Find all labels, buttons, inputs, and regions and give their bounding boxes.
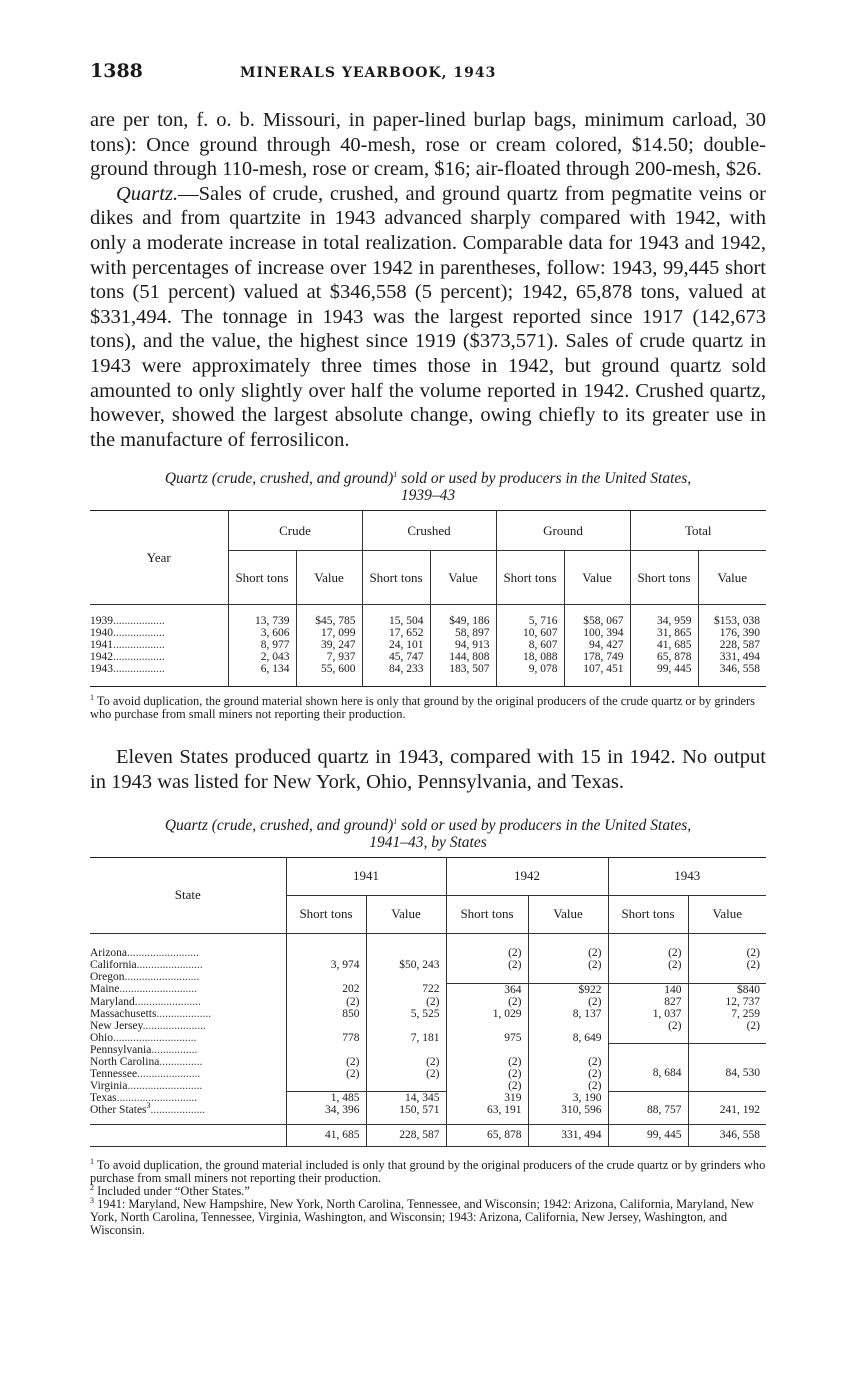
cell: 31, 865: [630, 627, 698, 639]
cell: 17, 652: [362, 627, 430, 639]
table1-header-total: Total: [630, 511, 766, 551]
cell: 84, 530: [688, 1056, 766, 1092]
state-name: North Carolina: [90, 1055, 160, 1068]
cell: 24, 101: [362, 639, 430, 651]
row-year: 1940: [90, 626, 113, 639]
footnote-mark: 3: [146, 1101, 151, 1111]
cell: 94, 913: [430, 639, 496, 651]
cell: $840: [688, 983, 766, 996]
table2-caption-sup: 1: [393, 816, 398, 826]
cell: 94, 427: [564, 639, 630, 651]
cell: 178, 749: [564, 651, 630, 663]
paragraph-states: Eleven States produced quartz in 1943, compared with 15 in 1942. No output in 1943 was listed for New York, Ohio, Pennsylvania, and Texas.: [90, 746, 766, 793]
footnote-3: [90, 1195, 766, 1237]
table2-sub-value: Value: [366, 895, 446, 933]
table-row: 1941.................. 8, 977 39, 247 24, 101 94, 913 8, 607 94, 427 41, 685 228, 587: [90, 639, 766, 651]
cell: (2): [688, 959, 766, 971]
table2-caption: [90, 817, 766, 851]
document-page: [90, 60, 766, 1237]
table1-footnote-text: To avoid duplication, the ground material shown here is only that ground by the original producers of the crude quartz or by grinders who purchase from small miners not reporting their production.: [90, 694, 755, 722]
cell: 39, 247: [296, 639, 362, 651]
table2-sub-value: Value: [688, 895, 766, 933]
cell: 850: [286, 1008, 366, 1020]
table1-footnote: [90, 695, 766, 721]
cell: 9, 078: [496, 663, 564, 675]
table2-sub-tons: Short tons: [608, 895, 688, 933]
footnote-mark: 1: [90, 1156, 94, 1166]
table-row: New Jersey...................... 778 7, 181 975 8, 649 (2) (2): [90, 1020, 766, 1032]
state-name: Massachusetts: [90, 1007, 157, 1020]
cell: (2): [446, 959, 528, 971]
row-year: 1941: [90, 638, 113, 651]
cell: 228, 587: [698, 639, 766, 651]
cell: 7, 181: [366, 1020, 446, 1056]
cell: 5, 525: [366, 1008, 446, 1020]
footnote-mark: 3: [90, 1195, 94, 1205]
cell: (2): [528, 1080, 608, 1092]
table-row: Oregon..........................: [90, 971, 766, 983]
cell: 144, 808: [430, 651, 496, 663]
paragraph-quartz-body: —Sales of crude, crushed, and ground quartz from pegmatite veins or dikes and from quartzite in 1943 advanced sharply compared with 1942, with only a moderate increase in total realization. Comparable data for 1943 and 1942, with percentages of increase over 1942 in parentheses, follow: 1943, 99,445 short tons (51 percent) valued at $346,558 (5 percent); 1942, 65,878 tons, valued at $331,494. The tonnage in 1943 was the largest reported since 1917 (142,673 tons), and the value, the highest since 1919 ($373,571). Sales of crude quartz in 1943 were approximately three times those in 1942, but ground quartz sold amounted to only slightly over half the volume reported in 1942. Crushed quartz, however, showed the largest absolute change, owing chiefly to its greater use in the manufacture of ferrosilicon.: [90, 182, 766, 451]
table-row: Maryland....................... (2) (2) (2) (2) 827 12, 737: [90, 996, 766, 1008]
cell: (2): [608, 947, 688, 959]
cell: (2): [366, 1068, 446, 1080]
cell: (2): [688, 947, 766, 959]
cell: 58, 897: [430, 627, 496, 639]
cell: (2): [608, 1020, 688, 1032]
table-row: Pennsylvania................: [90, 1044, 766, 1056]
table-total-row: [90, 1124, 766, 1146]
cell: (2): [286, 1056, 366, 1068]
cell: (2): [528, 947, 608, 959]
table-row: Ohio.............................: [90, 1032, 766, 1044]
table-row: Massachusetts................... 850 5, 525 1, 029 8, 137 1, 037 7, 259: [90, 1008, 766, 1020]
cell: (2): [528, 959, 608, 971]
state-name: Ohio: [90, 1031, 113, 1044]
total-cell: 346, 558: [688, 1124, 766, 1146]
table1-header-crushed: Crushed: [362, 511, 496, 551]
cell: $922: [528, 983, 608, 996]
table2-sub-tons: Short tons: [446, 895, 528, 933]
table-row: 1939.................. 13, 739 $45, 785 15, 504 $49, 186 5, 716 $58, 067 34, 959 $153, 038: [90, 615, 766, 627]
table2-caption-b: sold or used by producers in the United States,: [397, 816, 692, 834]
cell: 1, 037: [608, 1008, 688, 1020]
state-name: Other States: [90, 1104, 147, 1116]
cell: 88, 757: [608, 1104, 688, 1116]
state-name: Maine: [90, 983, 120, 996]
row-year: 1943: [90, 662, 113, 675]
cell: (2): [446, 1056, 528, 1068]
cell: 183, 507: [430, 663, 496, 675]
table-row: Maine........................... 202 722 364 $922 140 $840: [90, 983, 766, 996]
paragraph-pricing: are per ton, f. o. b. Missouri, in paper-lined burlap bags, minimum carload, 30 tons): Once ground through 40-mesh, rose or cream colored, $14.50; double-ground through 110-mesh, rose or cream, $16; air-floated through 200-mesh, $26.: [90, 109, 766, 181]
cell: (2): [528, 1056, 608, 1068]
cell: 63, 191: [446, 1104, 528, 1116]
table-row: Texas............................ 1, 485 14, 345 319 3, 190: [90, 1092, 766, 1105]
cell: 7, 937: [296, 651, 362, 663]
cell: 140: [608, 983, 688, 996]
cell: $58, 067: [564, 615, 630, 627]
total-cell: 228, 587: [366, 1124, 446, 1146]
footnotes: [90, 1156, 766, 1237]
table2-header-1943: 1943: [608, 857, 766, 895]
table-row: 1942.................. 2, 043 7, 937 45, 747 144, 808 18, 088 178, 749 65, 878 331, 494: [90, 651, 766, 663]
footnote-text: 1941: Maryland, New Hampshire, New York, North Carolina, Tennessee, and Wisconsin; 1942: Arizona, California, Maryland, New York, North Carolina, Tennessee, Virginia, Washington, and Wisconsin; 1943: Arizona, California, New Jersey, Washington, and Wisconsin.: [90, 1197, 754, 1237]
cell: 975: [446, 1020, 528, 1056]
total-cell: 65, 878: [446, 1124, 528, 1146]
state-name: Texas: [90, 1091, 117, 1104]
cell: 1, 029: [446, 1008, 528, 1020]
table1-sub-value: Value: [698, 551, 766, 605]
cell: 3, 974: [286, 947, 366, 983]
cell: $153, 038: [698, 615, 766, 627]
cell: 34, 959: [630, 615, 698, 627]
cell: 45, 747: [362, 651, 430, 663]
table1-sub-tons: Short tons: [496, 551, 564, 605]
table2-header-1942: 1942: [446, 857, 608, 895]
paragraph-quartz: [90, 182, 766, 453]
table1-caption-a: Quartz (crude, crushed, and ground): [164, 470, 394, 488]
cell: 176, 390: [698, 627, 766, 639]
cell: 310, 596: [528, 1104, 608, 1116]
table1-sub-tons: Short tons: [362, 551, 430, 605]
table-row: Arizona......................... 3, 974 $50, 243 (2) (2) (2) (2): [90, 947, 766, 959]
table1-sub-value: Value: [296, 551, 362, 605]
cell: (2): [528, 996, 608, 1008]
table1-header-crude: Crude: [228, 511, 362, 551]
cell: 14, 345: [366, 1092, 446, 1105]
cell: (2): [286, 1068, 366, 1080]
table2-caption-a: Quartz (crude, crushed, and ground): [164, 816, 394, 834]
cell: 65, 878: [630, 651, 698, 663]
table1-sub-tons: Short tons: [630, 551, 698, 605]
total-cell: 331, 494: [528, 1124, 608, 1146]
table1-sub-value: Value: [430, 551, 496, 605]
cell: 41, 685: [630, 639, 698, 651]
cell: 13, 739: [228, 615, 296, 627]
cell: 364: [446, 983, 528, 996]
cell: 3, 190: [528, 1092, 608, 1105]
cell: 34, 396: [286, 1104, 366, 1116]
state-name: Arizona: [90, 947, 128, 959]
state-name: Oregon: [90, 971, 125, 983]
cell: (2): [366, 996, 446, 1008]
cell: $49, 186: [430, 615, 496, 627]
cell: $50, 243: [366, 947, 446, 983]
table1-header-year: Year: [146, 549, 171, 565]
table-row: 1943.................. 6, 134 55, 600 84, 233 183, 507 9, 078 107, 451 99, 445 346, 558: [90, 663, 766, 675]
cell: 99, 445: [630, 663, 698, 675]
cell: 778: [286, 1020, 366, 1056]
table1-caption-b: sold or used by producers in the United States,: [397, 470, 692, 488]
cell: (2): [528, 1068, 608, 1080]
cell: 331, 494: [698, 651, 766, 663]
cell: 2, 043: [228, 651, 296, 663]
total-cell: 99, 445: [608, 1124, 688, 1146]
cell: 6, 134: [228, 663, 296, 675]
page-header: [90, 60, 766, 90]
cell: 346, 558: [698, 663, 766, 675]
cell: 7, 259: [688, 1008, 766, 1020]
cell: $45, 785: [296, 615, 362, 627]
table-quartz-by-year: [90, 510, 766, 687]
row-year: 1942: [90, 650, 113, 663]
cell: (2): [446, 1080, 528, 1092]
cell: (2): [446, 996, 528, 1008]
table2-header-state: State: [174, 887, 201, 902]
table2-header-1941: 1941: [286, 857, 446, 895]
running-title: MINERALS YEARBOOK, 1943: [240, 65, 497, 81]
cell: 5, 716: [496, 615, 564, 627]
table1-caption-years: 1939–43: [400, 487, 456, 505]
cell: (2): [446, 947, 528, 959]
cell: 8, 607: [496, 639, 564, 651]
cell: (2): [286, 996, 366, 1008]
cell: 8, 684: [608, 1056, 688, 1092]
total-cell: 41, 685: [286, 1124, 366, 1146]
state-name: Maryland: [90, 995, 135, 1008]
table1-header-ground: Ground: [496, 511, 630, 551]
state-name: Tennessee: [90, 1067, 138, 1080]
cell: (2): [608, 959, 688, 971]
table-row: California....................... (2) (2) (2) (2): [90, 959, 766, 971]
cell: 3, 606: [228, 627, 296, 639]
cell: 150, 571: [366, 1104, 446, 1116]
cell: 8, 977: [228, 639, 296, 651]
cell: 100, 394: [564, 627, 630, 639]
table1-caption: [90, 470, 766, 504]
cell: 202: [286, 983, 366, 996]
table-row: 1940.................. 3, 606 17, 099 17, 652 58, 897 10, 607 100, 394 31, 865 176, 390: [90, 627, 766, 639]
table1-sub-value: Value: [564, 551, 630, 605]
table-row: Tennessee...................... (2) (2) (2) (2): [90, 1068, 766, 1080]
table1-caption-sup: 1: [393, 470, 398, 480]
table2-sub-value: Value: [528, 895, 608, 933]
cell: 17, 099: [296, 627, 362, 639]
state-name: Virginia: [90, 1079, 128, 1092]
cell: 84, 233: [362, 663, 430, 675]
cell: 722: [366, 983, 446, 996]
state-name: New Jersey: [90, 1019, 143, 1032]
table1-sub-tons: Short tons: [228, 551, 296, 605]
cell: 8, 137: [528, 1008, 608, 1020]
table2-sub-tons: Short tons: [286, 895, 366, 933]
cell: (2): [688, 1020, 766, 1032]
footnote-text: Included under “Other States.”: [97, 1184, 250, 1198]
table-quartz-by-state: [90, 857, 766, 1153]
cell: 12, 737: [688, 996, 766, 1008]
page-number: 1388: [90, 60, 143, 82]
cell: 55, 600: [296, 663, 362, 675]
footnote-mark: 1: [90, 693, 94, 703]
table2-caption-years: 1941–43, by States: [369, 833, 487, 851]
cell: (2): [366, 1056, 446, 1068]
cell: 107, 451: [564, 663, 630, 675]
row-year: 1939: [90, 614, 113, 627]
cell: 241, 192: [688, 1104, 766, 1116]
table-row: North Carolina............... (2) (2) (2) (2) 8, 684 84, 530: [90, 1056, 766, 1068]
cell: 15, 504: [362, 615, 430, 627]
footnote-1: [90, 1156, 766, 1185]
footnote-mark: 2: [90, 1182, 94, 1192]
state-name: California: [90, 959, 137, 971]
table-row: Other States$^3$................... 34, 396 150, 571 63, 191 310, 596 88, 757 241, 192: [90, 1104, 766, 1116]
cell: 1, 485: [286, 1092, 366, 1105]
cell: (2): [446, 1068, 528, 1080]
table-row: Virginia.......................... (2) (2): [90, 1080, 766, 1092]
footnote-text: To avoid duplication, the ground material included is only that ground by the original producers of the crude quartz or by grinders who purchase from small miners not reporting their production.: [90, 1158, 766, 1185]
paragraph-lead: Quartz.: [116, 182, 179, 205]
cell: 319: [446, 1092, 528, 1105]
cell: 18, 088: [496, 651, 564, 663]
cell: 827: [608, 996, 688, 1008]
state-name: Pennsylvania: [90, 1043, 152, 1056]
cell: 8, 649: [528, 1020, 608, 1056]
cell: 10, 607: [496, 627, 564, 639]
